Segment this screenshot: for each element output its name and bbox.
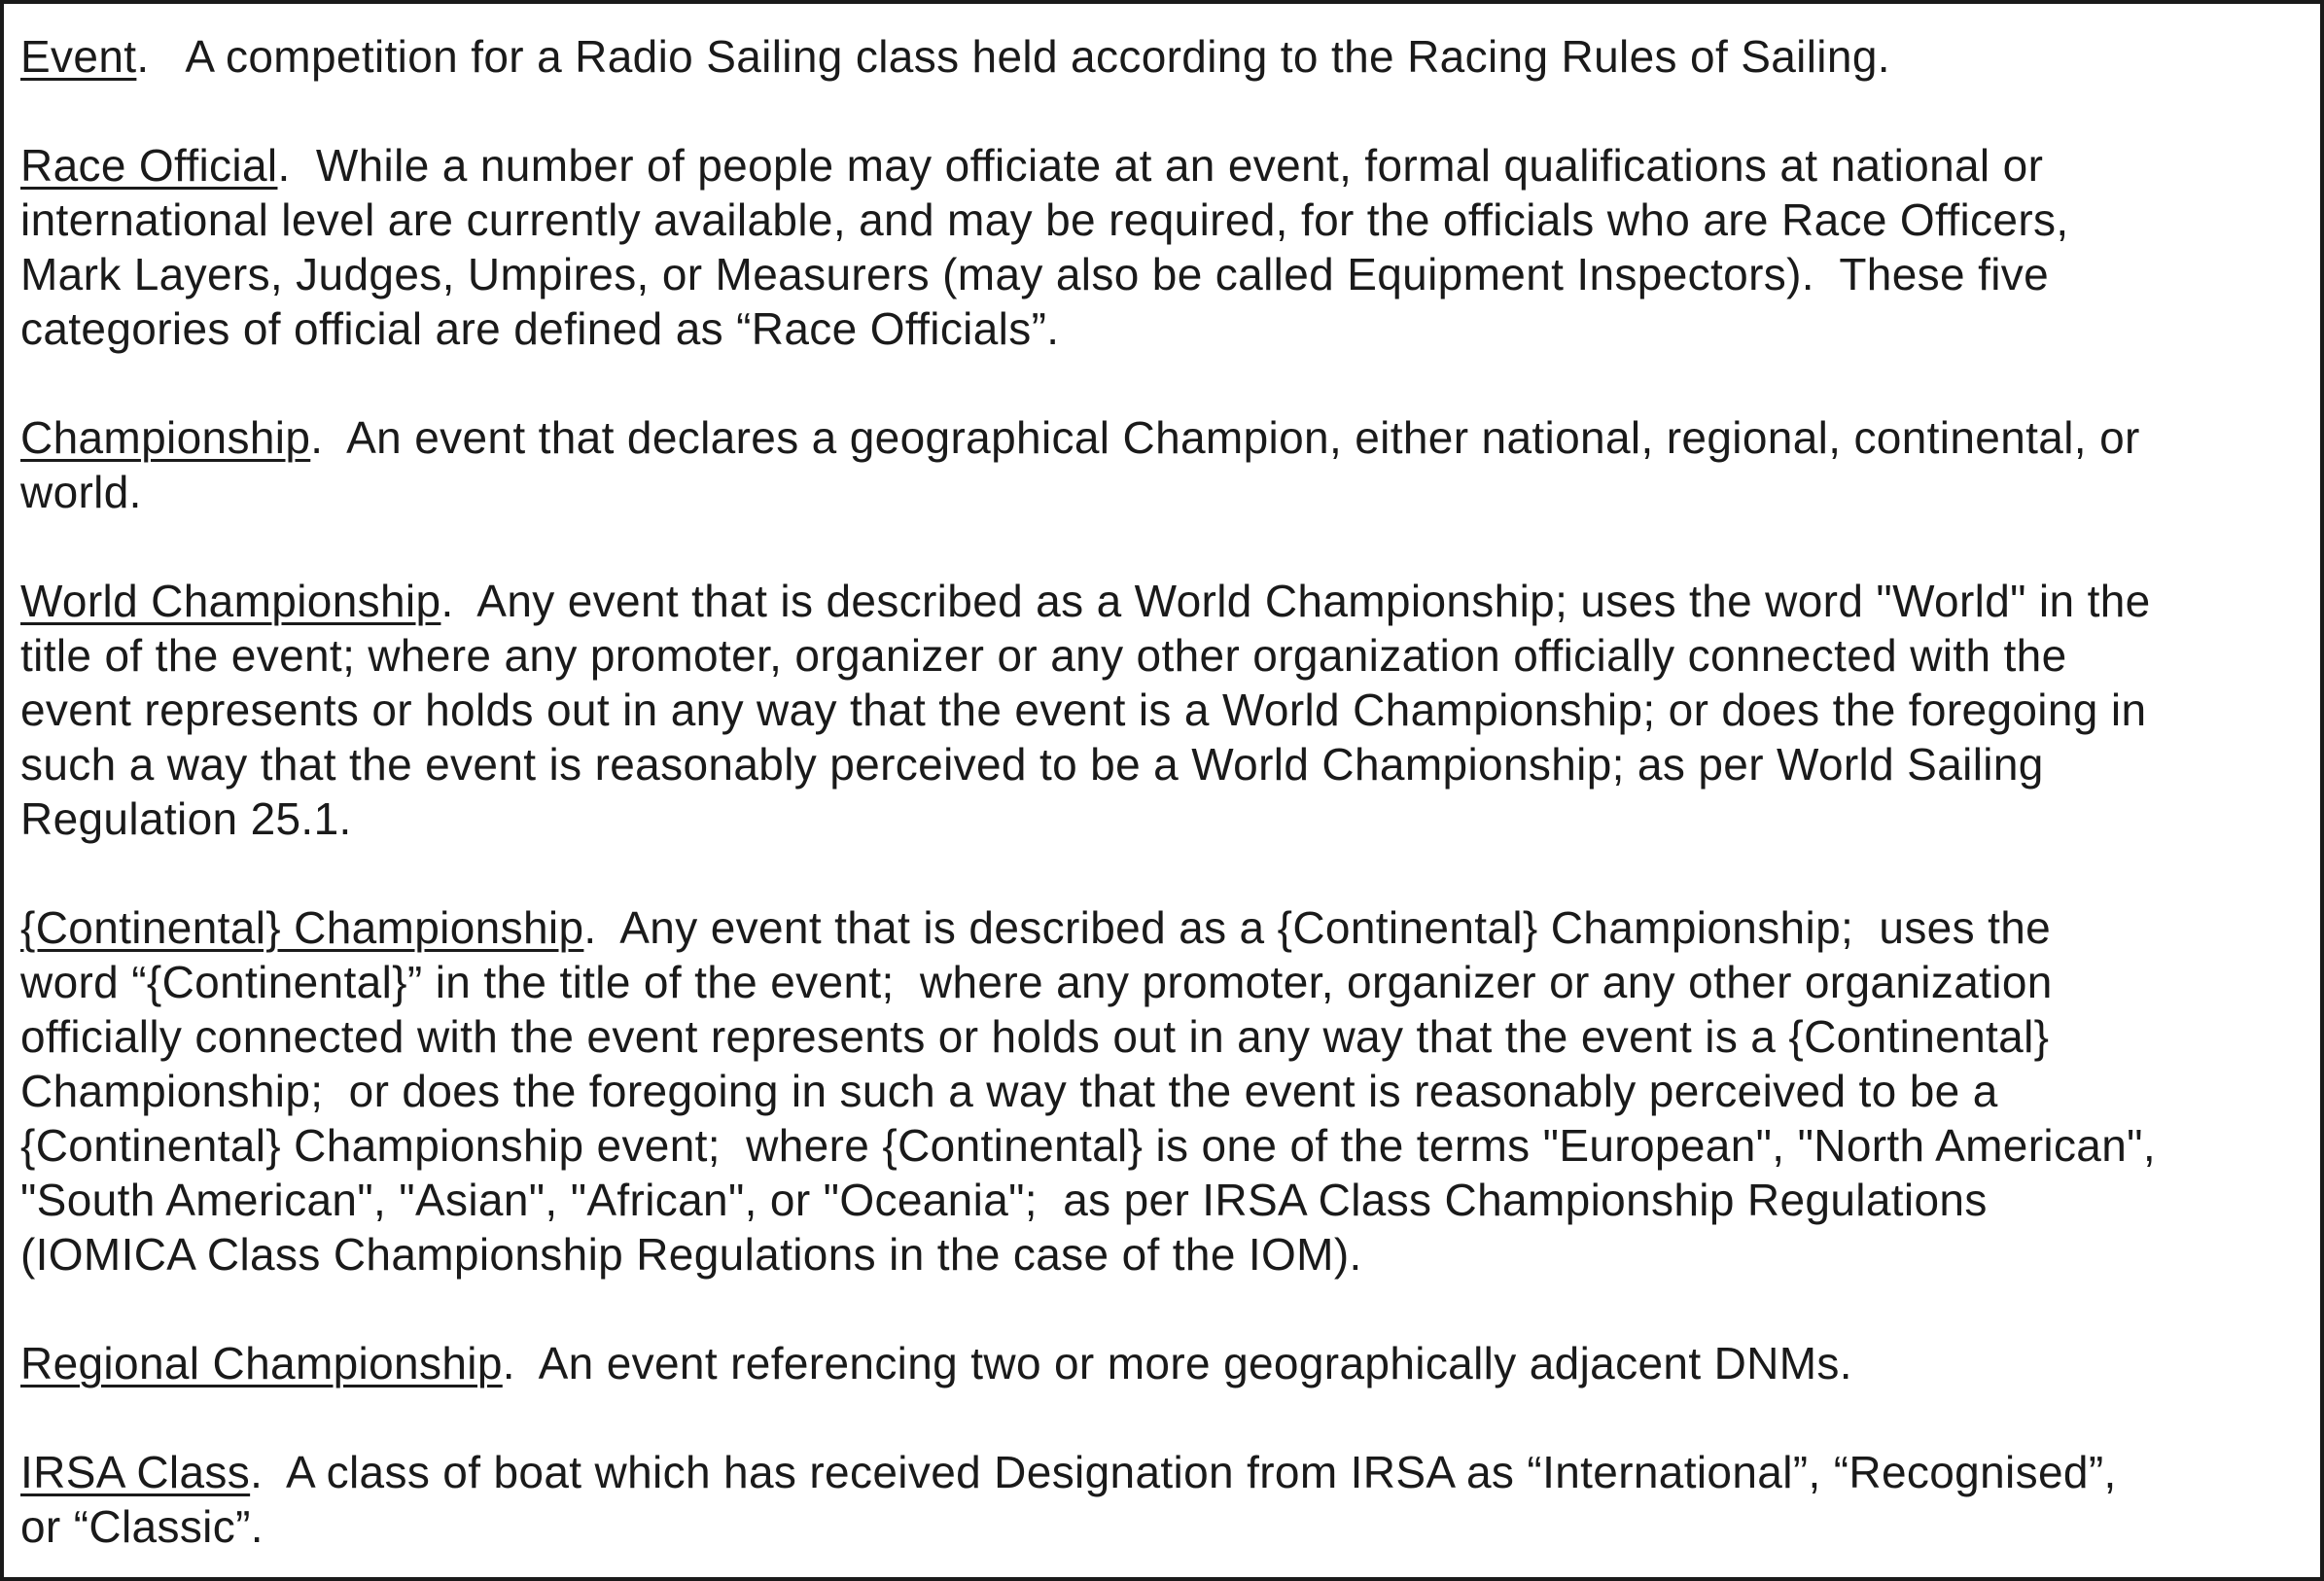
- definition-text-irsa-class: . A class of boat which has received Designation from IRSA as “International”, “Recognised”, or “Classic”.: [20, 1447, 2117, 1552]
- definition-text-race-official: . While a number of people may officiate at an event, formal qualifications at national or international level are currently available, and may be required, for the officials who are Race Officers, Mark Layers, Judges, Umpires, or Measurers (may also be called Equipment Inspectors). These five categories of official are defined as “Race Officials”.: [20, 140, 2069, 354]
- term-race-official: Race Official: [20, 140, 278, 191]
- term-continental-championship: {Continental} Championship: [20, 902, 584, 953]
- term-regional-championship: Regional Championship: [20, 1338, 503, 1388]
- definition-continental-championship: [20, 900, 2320, 1282]
- definition-regional-championship: [20, 1336, 2320, 1390]
- definition-championship: [20, 410, 2320, 519]
- definition-text-continental-championship: . Any event that is described as a {Continental} Championship; uses the word “{Continental}” in the title of the event; where any promoter, organizer or any other organization officially connected with the event represents or holds out in any way that the event is a {Continental} Championship; or does the foregoing in such a way that the event is reasonably perceived to be a {Continental} Championship event; where {Continental} is one of the terms "European", "North American", "South American", "Asian", "African", or "Oceania"; as per IRSA Class Championship Regulations (IOMICA Class Championship Regulations in the case of the IOM).: [20, 902, 2156, 1280]
- term-championship: Championship: [20, 412, 311, 463]
- definition-irsa-class: [20, 1445, 2320, 1554]
- term-irsa-class: IRSA Class: [20, 1447, 251, 1497]
- definition-event: [20, 29, 2320, 84]
- term-event: Event: [20, 31, 137, 82]
- definition-text-championship: . An event that declares a geographical Champion, either national, regional, continental, or world.: [20, 412, 2140, 517]
- definition-race-official: [20, 138, 2320, 356]
- definition-text-event: . A competition for a Radio Sailing class held according to the Racing Rules of Sailing.: [136, 31, 1890, 82]
- definitions-list: [20, 29, 2320, 1554]
- definition-text-world-championship: . Any event that is described as a World Championship; uses the word "World" in the title of the event; where any promoter, organizer or any other organization officially connected with the event represents or holds out in any way that the event is a World Championship; or does the foregoing in such a way that the event is reasonably perceived to be a World Championship; as per World Sailing Regulation 25.1.: [20, 576, 2151, 844]
- term-world-championship: World Championship: [20, 576, 441, 626]
- definition-text-regional-championship: . An event referencing two or more geographically adjacent DNMs.: [502, 1338, 1852, 1388]
- definition-world-championship: [20, 574, 2320, 846]
